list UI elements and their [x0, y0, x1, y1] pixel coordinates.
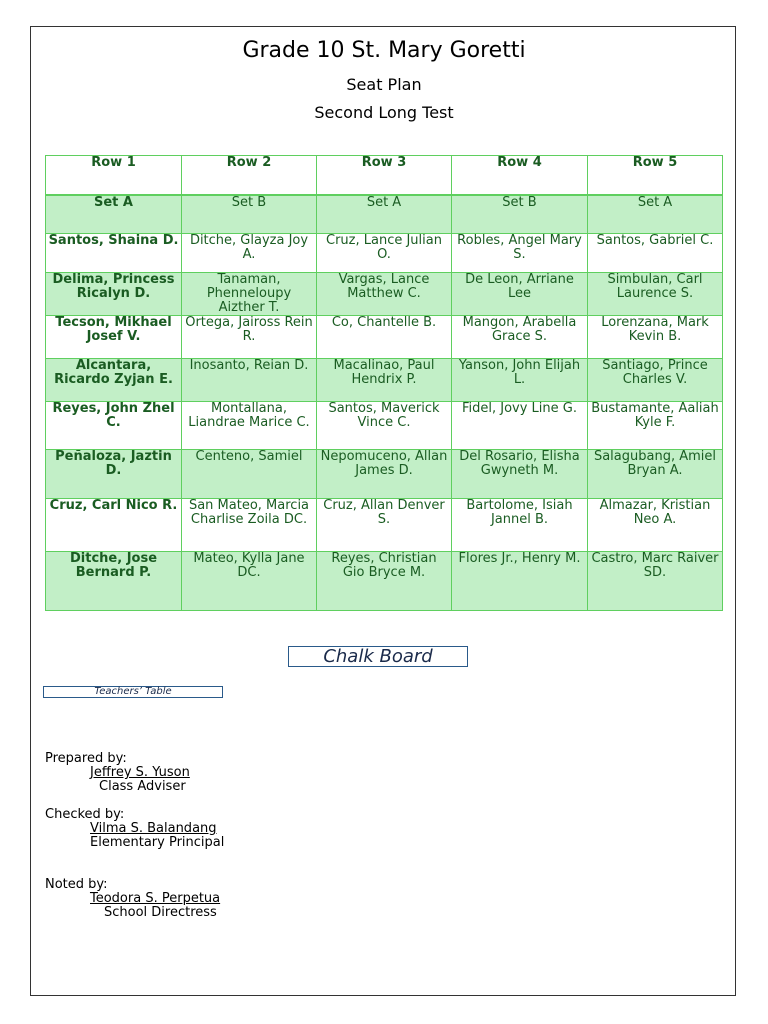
table-row: [46, 234, 723, 273]
table-cell: Set B: [182, 195, 317, 234]
table-row: [46, 359, 723, 402]
table-cell: San Mateo, Marcia Charlise Zoila DC.: [182, 499, 317, 552]
table-cell: Almazar, Kristian Neo A.: [588, 499, 723, 552]
table-cell: Tecson, Mikhael Josef V.: [46, 316, 182, 359]
header-row-1: Row 1: [46, 156, 182, 195]
table-cell: Alcantara, Ricardo Zyjan E.: [46, 359, 182, 402]
checked-by-label: Checked by:: [45, 807, 125, 822]
table-cell: Delima, Princess Ricalyn D.: [46, 273, 182, 316]
table-cell: Bartolome, Isiah Jannel B.: [452, 499, 588, 552]
prepared-by-name: Jeffrey S. Yuson: [90, 765, 190, 780]
table-cell: Tanaman, Phenneloupy Aizther T.: [182, 273, 317, 316]
table-row: [46, 316, 723, 359]
table-cell: Simbulan, Carl Laurence S.: [588, 273, 723, 316]
table-cell: Fidel, Jovy Line G.: [452, 402, 588, 450]
table-row: [46, 195, 723, 234]
table-cell: Cruz, Lance Julian O.: [317, 234, 452, 273]
table-cell: Set A: [46, 195, 182, 234]
table-row: [46, 402, 723, 450]
table-cell: Yanson, John Elijah L.: [452, 359, 588, 402]
table-cell: Reyes, Christian Gio Bryce M.: [317, 552, 452, 611]
table-cell: Flores Jr., Henry M.: [452, 552, 588, 611]
header-row-3: Row 3: [317, 156, 452, 195]
checked-by-name: Vilma S. Balandang: [90, 821, 217, 836]
table-cell: Salagubang, Amiel Bryan A.: [588, 450, 723, 499]
noted-by-name: Teodora S. Perpetua: [90, 891, 221, 906]
table-cell: Macalinao, Paul Hendrix P.: [317, 359, 452, 402]
table-cell: Nepomuceno, Allan James D.: [317, 450, 452, 499]
exam-title: Second Long Test: [314, 103, 454, 122]
header-row-4: Row 4: [452, 156, 588, 195]
document-subtitle: Seat Plan: [346, 75, 422, 94]
table-cell: Santos, Gabriel C.: [588, 234, 723, 273]
table-cell: Bustamante, Aaliah Kyle F.: [588, 402, 723, 450]
table-cell: Centeno, Samiel: [182, 450, 317, 499]
checked-by-role: Elementary Principal: [90, 835, 225, 850]
table-cell: Robles, Angel Mary S.: [452, 234, 588, 273]
table-cell: De Leon, Arriane Lee: [452, 273, 588, 316]
table-row: [46, 273, 723, 316]
chalk-board-label: Chalk Board: [288, 646, 468, 667]
table-row: [46, 552, 723, 611]
table-cell: Set A: [588, 195, 723, 234]
page-title: Grade 10 St. Mary Goretti: [242, 38, 526, 63]
table-cell: Lorenzana, Mark Kevin B.: [588, 316, 723, 359]
table-cell: Peñaloza, Jaztin D.: [46, 450, 182, 499]
table-cell: Set A: [317, 195, 452, 234]
table-cell: Set B: [452, 195, 588, 234]
table-cell: Cruz, Allan Denver S.: [317, 499, 452, 552]
teachers-table-label: Teachers’ Table: [43, 686, 223, 698]
table-cell: Ortega, Jaiross Rein R.: [182, 316, 317, 359]
table-cell: Ditche, Glayza Joy A.: [182, 234, 317, 273]
prepared-by-role: Class Adviser: [99, 779, 186, 794]
seat-plan-table: [45, 155, 723, 611]
noted-by-label: Noted by:: [45, 877, 108, 892]
table-cell: Santos, Shaina D.: [46, 234, 182, 273]
table-cell: Cruz, Carl Nico R.: [46, 499, 182, 552]
table-cell: Co, Chantelle B.: [317, 316, 452, 359]
table-cell: Inosanto, Reian D.: [182, 359, 317, 402]
table-cell: Del Rosario, Elisha Gwyneth M.: [452, 450, 588, 499]
table-row: [46, 450, 723, 499]
table-cell: Ditche, Jose Bernard P.: [46, 552, 182, 611]
table-cell: Santos, Maverick Vince C.: [317, 402, 452, 450]
table-cell: Montallana, Liandrae Marice C.: [182, 402, 317, 450]
table-cell: Vargas, Lance Matthew C.: [317, 273, 452, 316]
header-row: [46, 156, 723, 195]
header-row-5: Row 5: [588, 156, 723, 195]
table-cell: Castro, Marc Raiver SD.: [588, 552, 723, 611]
table-row: [46, 499, 723, 552]
table-cell: Mangon, Arabella Grace S.: [452, 316, 588, 359]
table-cell: Mateo, Kylla Jane DC.: [182, 552, 317, 611]
header-row-2: Row 2: [182, 156, 317, 195]
table-cell: Reyes, John Zhel C.: [46, 402, 182, 450]
noted-by-role: School Directress: [104, 905, 217, 920]
prepared-by-label: Prepared by:: [45, 751, 127, 766]
table-cell: Santiago, Prince Charles V.: [588, 359, 723, 402]
